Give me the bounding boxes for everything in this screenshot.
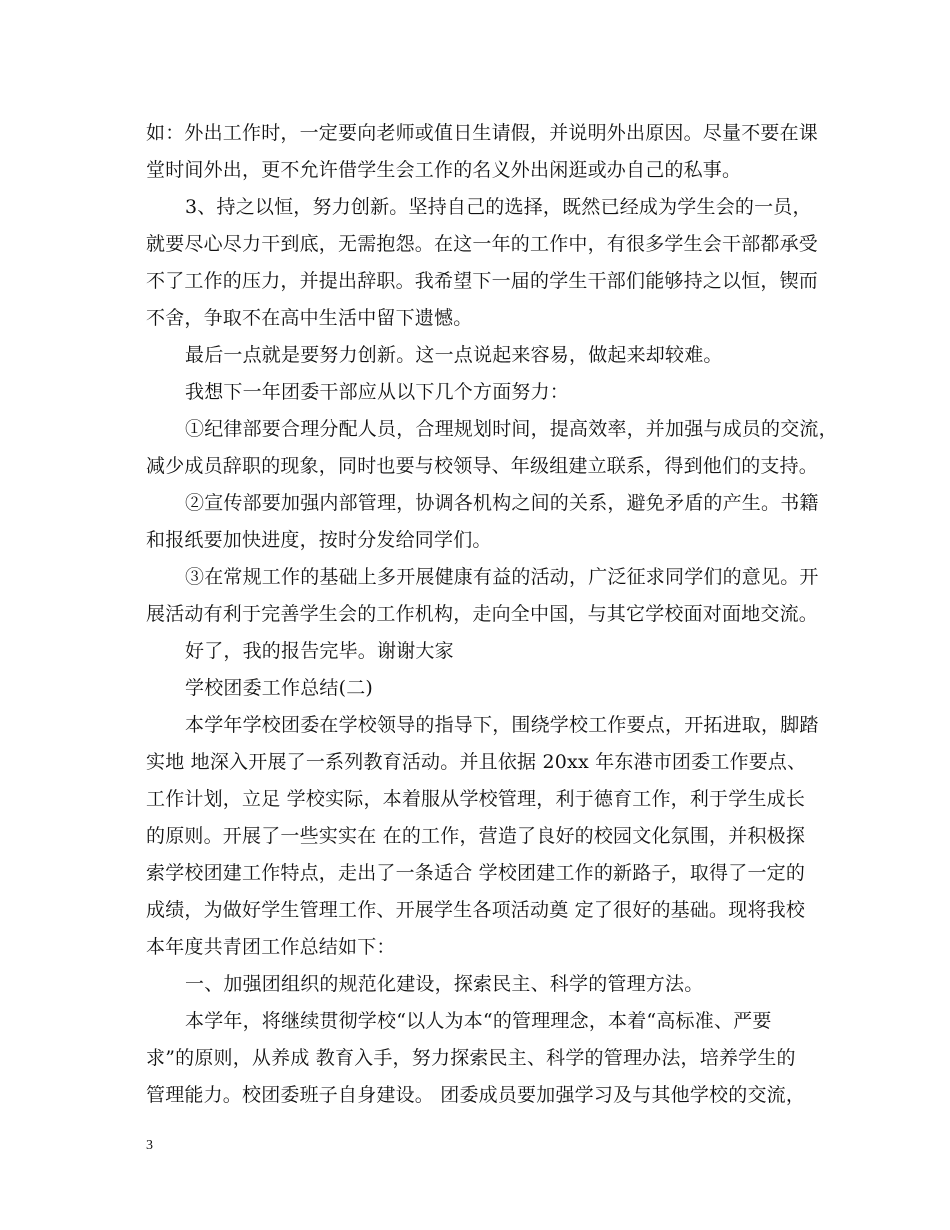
text-line: 不舍，争取不在高中生活中留下遗憾。 [146,307,473,329]
text-line: 减少成员辞职的现象，同时也要与校领导、年级组建立联系，得到他们的支持。 [146,455,819,477]
text-line: 的原则。开展了一些实实在 在的工作，营造了良好的校园文化氛围，并积极探 [146,825,806,847]
text-line: ①纪律部要合理分配人员，合理规划时间，提高效率，并加强与成员的交流， [185,418,838,440]
text-line: 好了，我的报告完毕。谢谢大家 [185,640,454,662]
text-line: 堂时间外出，更不允许借学生会工作的名义外出闲逛或办自己的私事。 [146,159,742,181]
text-line: 本学年，将继续贯彻学校“以人为本“的管理理念，本着“高标准、严要 [185,1010,772,1032]
text-line: 展活动有利于完善学生会的工作机构，走向全中国，与其它学校面对面地交流。 [146,603,819,625]
text-line: 求”的原则，从养成 教育入手，努力探索民主、科学的管理办法，培养学生的 [146,1047,796,1069]
text-line: 就要尽心尽力干到底，无需抱怨。在这一年的工作中，有很多学生会干部都承受 [146,233,819,255]
text-line: 本学年学校团委在学校领导的指导下，围绕学校工作要点，开拓进取，脚踏 [185,714,819,736]
text-line: 管理能力。校团委班子自身建设。 团委成员要加强学习及与其他学校的交流， [146,1084,806,1106]
text-line: ②宣传部要加强内部管理，协调各机构之间的关系，避免矛盾的产生。书籍 [185,492,819,514]
text-line: 本年度共青团工作总结如下： [146,936,396,958]
text-line: ③在常规工作的基础上多开展健康有益的活动，广泛征求同学们的意见。开 [185,566,819,588]
text-line: 和报纸要加快进度，按时分发给同学们。 [146,529,492,551]
text-line: 成绩，为做好学生管理工作、开展学生各项活动奠 定了很好的基础。现将我校 [146,899,806,921]
text-line: 工作计划，立足 学校实际，本着服从学校管理，利于德育工作，利于学生成长 [146,788,806,810]
text-line: 不了工作的压力，并提出辞职。我希望下一届的学生干部们能够持之以恒，锲而 [146,270,819,292]
section-heading: 学校团委工作总结(二) [185,677,374,699]
text-line: 索学校团建工作特点，走出了一条适合 学校团建工作的新路子，取得了一定的 [146,862,806,884]
text-line: 我想下一年团委干部应从以下几个方面努力： [185,381,570,403]
text-line: 如：外出工作时，一定要向老师或值日生请假，并说明外出原因。尽量不要在课 [146,122,819,144]
text-line: 最后一点就是要努力创新。这一点说起来容易，做起来却较难。 [185,344,723,366]
page-number: 3 [146,1138,153,1153]
text-line: 3、持之以恒，努力创新。坚持自己的选择，既然已经成为学生会的一员， [185,196,812,218]
text-line: 一、加强团组织的规范化建设，探索民主、科学的管理方法。 [185,973,704,995]
text-line: 实地 地深入开展了一系列教育活动。并且依据 20xx 年东港市团委工作要点、 [146,751,807,773]
